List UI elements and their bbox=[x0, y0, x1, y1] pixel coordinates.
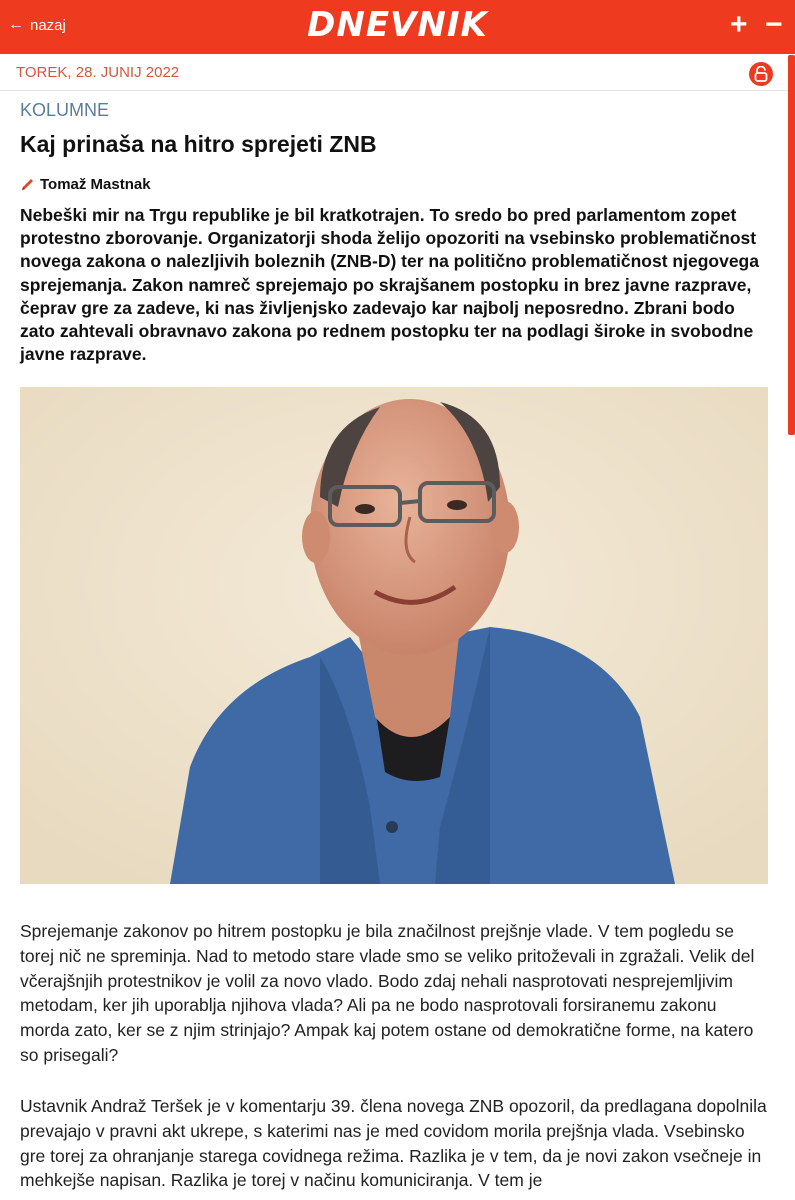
pencil-icon bbox=[20, 178, 36, 192]
lock-icon bbox=[754, 66, 768, 82]
zoom-out-button[interactable]: − bbox=[765, 8, 783, 41]
article-paragraph: Sprejemanje zakonov po hitrem postopku je bila značilnost prejšnje vlade. V tem pogledu se torej nič ne spreminja. Nad to metodo stare vlade smo se veliko pritoževali in zgražali. Velik del včerajšnjih protestnikov je volil za novo vlado. Bodo zdaj nehali nasprotovati nesprejemljivim metodam, ker jih uporablja njihova vlada? Ali pa ne bodo nasprotovali forsiranemu zakonu morda zato, ker se z njim strinjajo? Ampak kaj potem ostane od demokratične forme, na katero so prisegali? bbox=[20, 921, 755, 1065]
article-lead: Nebeški mir na Trgu republike je bil kratkotrajen. To sredo bo pred parlamentom zopet protestno zborovanje. Organizatorji shoda želijo opozoriti na vsebinsko problematičnost novega zakona o nalezljivih boleznih (ZNB-D) ter na politično problematičnost njegovega sprejemanja. Zakon namreč sprejemajo po skrajšanem postopku in brez javne razprave, čeprav gre za zadeve, ki nas življenjsko zadevajo kar najbolj neposredno. Zbrani bodo zato zahtevali obravnavo zakona po rednem postopku ter na podlagi široke in svobodne javne razprave. bbox=[20, 205, 759, 365]
author-photo bbox=[20, 387, 768, 884]
scrollbar[interactable] bbox=[788, 55, 795, 435]
site-logo[interactable]: DNEVNIK bbox=[307, 5, 488, 45]
publish-date: TOREK, 28. JUNIJ 2022 bbox=[16, 64, 180, 81]
date-bar bbox=[0, 54, 795, 91]
author-portrait-image bbox=[20, 387, 768, 884]
section-label[interactable]: KOLUMNE bbox=[20, 100, 110, 120]
paywall-lock-button[interactable] bbox=[749, 62, 773, 86]
back-label: nazaj bbox=[30, 16, 66, 34]
article-title: Kaj prinaša na hitro sprejeti ZNB bbox=[20, 131, 377, 157]
top-bar bbox=[0, 0, 795, 54]
back-arrow-icon: ← bbox=[8, 16, 24, 33]
author-byline[interactable] bbox=[20, 176, 151, 193]
author-name: Tomaž Mastnak bbox=[40, 176, 151, 193]
article-paragraph: Ustavnik Andraž Teršek je v komentarju 39. člena novega ZNB opozoril, da predlagana dopolnila prevajajo v pravni akt ukrepe, s katerimi nas je med covidom morila prejšnja vlada. Vsebinsko gre torej za ohranjanje starega covidnega režima. Razlika je v tem, da je novi zakon vsečneje in mehkejše napisan. Razlika je torej v načinu komuniciranja. V tem je bbox=[20, 1096, 767, 1191]
zoom-in-button[interactable]: + bbox=[730, 8, 748, 41]
